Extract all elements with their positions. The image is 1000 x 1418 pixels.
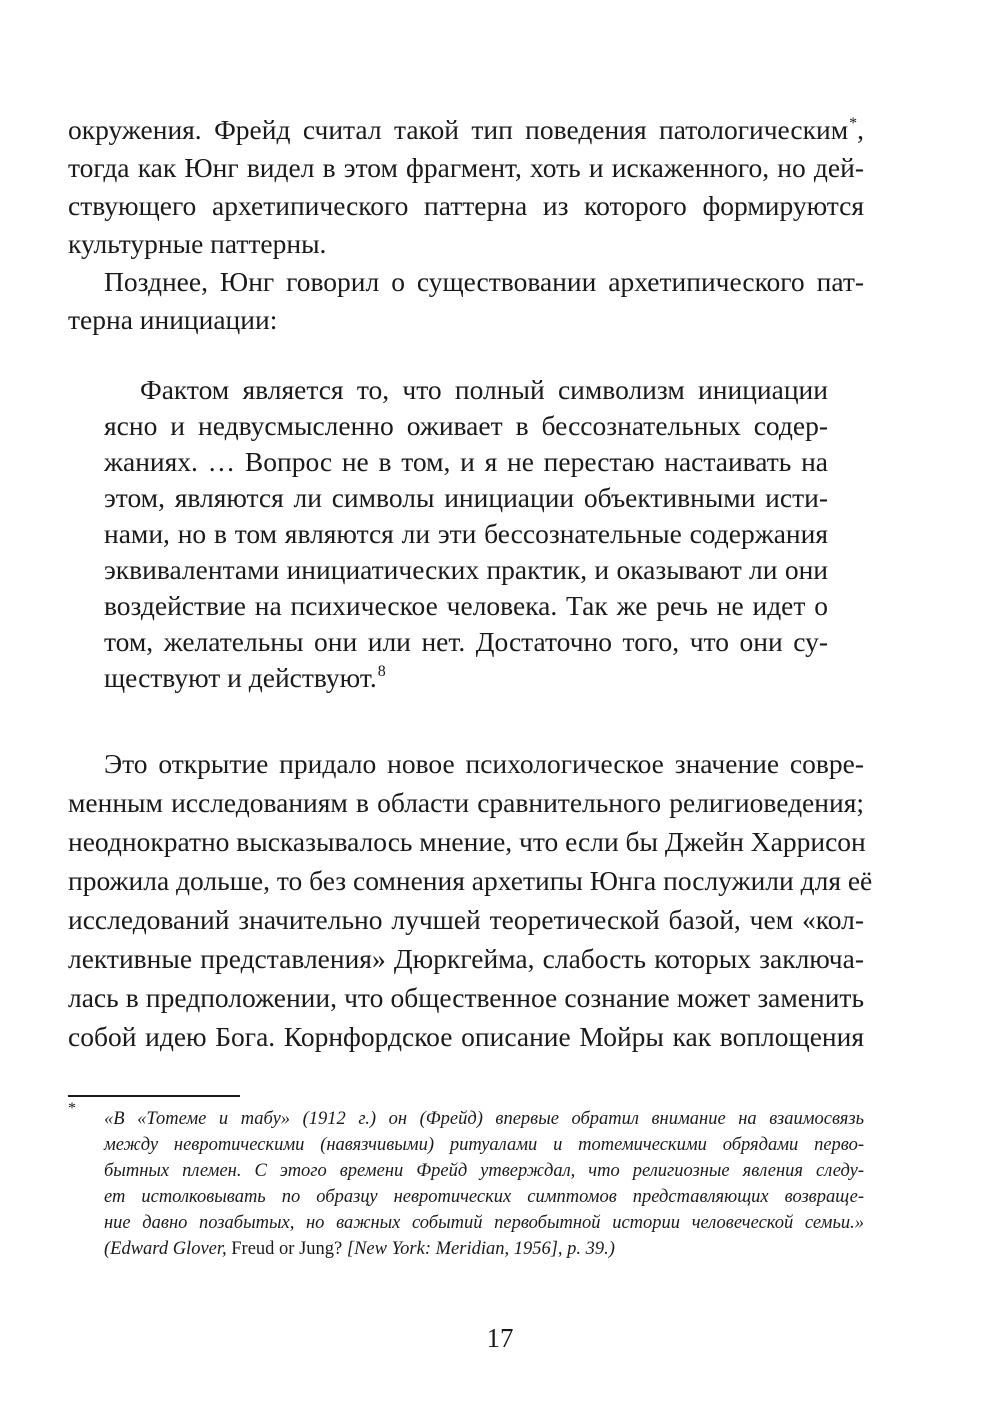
body-line: Позднее, Юнг говорил о существовании архетипического пат-	[104, 266, 864, 297]
endnote-reference: 8	[377, 663, 386, 680]
body-line: Это открытие придало новое психологическое значение совре-	[104, 748, 864, 779]
body-line: тогда как Юнг видел в этом фрагмент, хоть и искаженного, но дей-	[68, 152, 864, 183]
footnote-line: ние давно позабытых, но важных событий первобытной истории человеческой семьи.»	[104, 1213, 864, 1233]
body-line: терна инициации:	[68, 304, 278, 335]
body-line: культурные паттерны.	[68, 228, 327, 259]
body-line: окружения. Фрейд считал такой тип поведения патологическим*,	[68, 114, 864, 145]
body-line: менным исследованиям в области сравнительного религиоведения;	[68, 787, 864, 818]
quote-line: воздействие на психическое человека. Так же речь не идет о	[104, 590, 828, 621]
footnote-mark: *	[68, 1100, 76, 1117]
quote-line: эквивалентами инициатических практик, и оказывают ли они	[104, 554, 828, 585]
footnote-citation-line: (Edward Glover, Freud or Jung? [New York: Meridian, 1956], p. 39.)	[104, 1239, 615, 1259]
body-line: лективные представления» Дюркгейма, слабость которых заключа-	[68, 943, 864, 974]
page-number: 17	[486, 1323, 514, 1353]
quote-line: жаниях. … Вопрос не в том, и я не перестаю настаивать на	[104, 446, 828, 477]
body-line: неоднократно высказывалось мнение, что если бы Джейн Харрисон	[68, 826, 866, 857]
footnote-line: между невротическими (навязчивыми) ритуалами и тотемическими обрядами перво-	[104, 1135, 864, 1155]
cited-book-title: Freud or Jung?	[231, 1239, 343, 1259]
quote-line: том, желательны они или нет. Достаточно того, что они су-	[104, 626, 828, 657]
body-line: собой идею Бога. Корнфордское описание Мойры как воплощения	[68, 1021, 864, 1052]
quote-line: ществуют и действуют.$^8$	[104, 662, 386, 693]
footnote-line: «В «Тотеме и табу» (1912 г.) он (Фрейд) впервые обратил внимание на взаимосвязь	[104, 1109, 864, 1129]
body-line: ствующего архетипического паттерна из которого формируются	[68, 190, 864, 221]
quote-line: ясно и недвусмысленно оживает в бессознательных содер-	[104, 410, 828, 441]
footnote-reference-mark: *	[849, 115, 858, 132]
footnote-separator	[68, 1095, 240, 1097]
footnote-line: ет истолковывать по образцу невротических симптомов представляющих возвраще-	[104, 1187, 864, 1207]
quote-line: этом, являются ли символы инициации объективными исти-	[104, 482, 828, 513]
body-line: исследований значительно лучшей теоретической базой, чем «кол-	[68, 904, 864, 935]
body-line: лась в предположении, что общественное сознание может заменить	[68, 982, 864, 1013]
quote-line: Фактом является то, что полный символизм инициации	[140, 374, 828, 405]
body-line: прожила дольше, то без сомнения архетипы Юнга послужили для её	[68, 865, 873, 896]
footnote-line: бытных племен. С этого времени Фрейд утверждал, что религиозные явления следу-	[104, 1161, 864, 1181]
quote-line: нами, но в том являются ли эти бессознательные содержания	[104, 518, 828, 549]
